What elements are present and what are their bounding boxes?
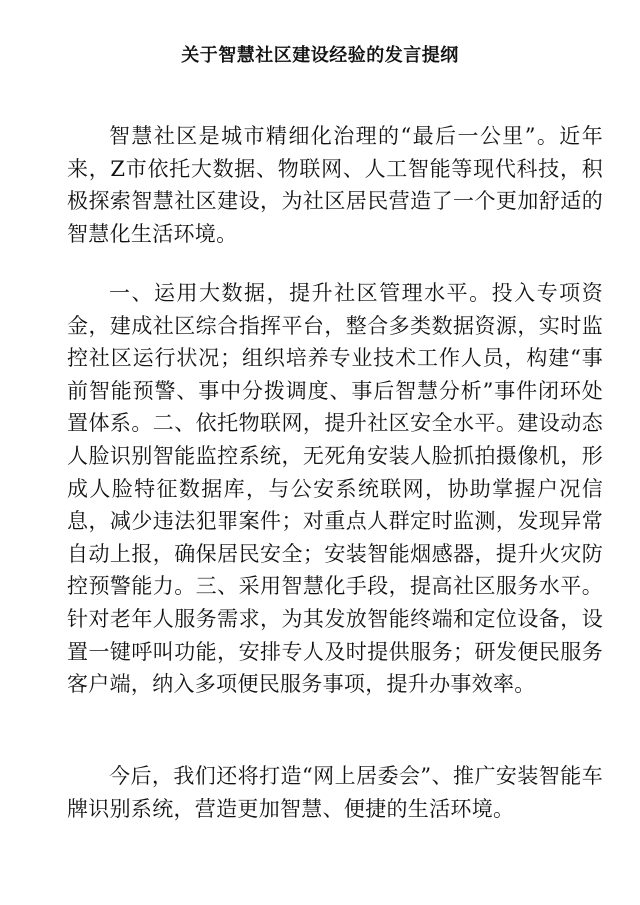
paragraph-measures: 一、运用大数据，提升社区管理水平。投入专项资金，建成社区综合指挥平台，整合多类数据资源，实时监控社区运行状况；组织培养专业技术工作人员，构建“事前智能预警、事中分拨调度、事后智慧分析”事件闭环处置体系。二、依托物联网，提升社区安全水平。建设动态人脸识别智能监控系统，无死角安装人脸抓拍摄像机，形成人脸特征数据库，与公安系统联网，协助掌握户况信息，减少违法犯罪案件；对重点人群定时监测，发现异常自动上报，确保居民安全；安装智能烟感器，提升火灾防控预警能力。三、采用智慧化手段，提高社区服务水平。针对老年人服务需求，为其发放智能终端和定位设备，设置一键呼叫功能，安排专人及时提供服务；研发便民服务客户端，纳入多项便民服务事项，提升办事效率。	[67, 281, 603, 697]
paragraph-intro: 智慧社区是城市精细化治理的“最后一公里”。近年来，Z市依托大数据、物联网、人工智能等现代科技，积极探索智慧社区建设，为社区居民营造了一个更加舒适的智慧化生活环境。	[67, 124, 603, 246]
paragraph-outlook: 今后，我们还将打造“网上居委会”、推广安装智能车牌识别系统，营造更加智慧、便捷的生活环境。	[67, 764, 603, 821]
document-title: 关于智慧社区建设经验的发言提纲	[181, 45, 459, 66]
